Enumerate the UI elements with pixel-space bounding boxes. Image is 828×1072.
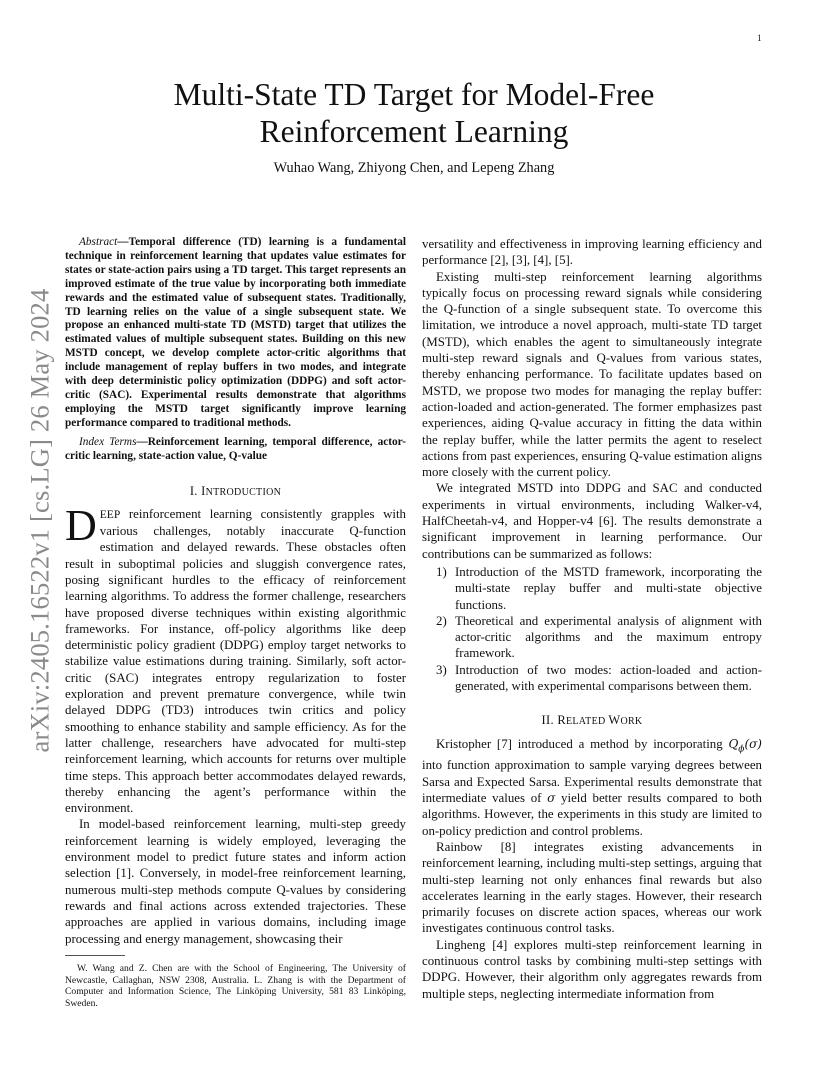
section-numeral: I.	[189, 483, 202, 498]
intro-paragraph-1	[65, 500, 406, 817]
footnote-rule	[65, 955, 125, 956]
math-subscript: ϕ	[738, 744, 745, 755]
section-numeral: II.	[541, 713, 558, 728]
related-text: yield better results compared to both algorithms. However, the experiments in this study are limited to on-policy prediction and control problems.	[422, 791, 763, 838]
related-paragraph-3: Lingheng [4] explores multi-step reinforcement learning in continuous control tasks by combining multi-step settings with DDPG. However, their algorithm only aggregates rewards from multiple steps, neglecting intermediate information from	[422, 937, 762, 1001]
list-item-number: 1)	[436, 564, 447, 579]
section-first-letter: W	[608, 713, 621, 728]
list-item-number: 3)	[436, 662, 447, 677]
index-terms-text: —Reinforcement learning, temporal difference, actor-critic learning, state-action value, Q-value	[65, 435, 406, 462]
author-affiliation-footnote: W. Wang and Z. Chen are with the School of Engineering, The University of Newcastle, Callaghan, NSW 2308, Australia. L. Zhang is with the Department of Computer and Information Science, The Linköping University, 581 83 Linköping, Sweden.	[65, 963, 406, 1010]
title-line-1: Multi-State TD Target for Model-Free	[173, 77, 655, 112]
section-heading-introduction	[65, 483, 406, 501]
section-small-caps: NTRODUCTION	[205, 486, 282, 498]
section-small-caps: ELATED	[565, 716, 609, 728]
index-terms	[65, 436, 406, 464]
math-symbol: σ	[547, 791, 556, 806]
abstract-label: Abstract	[79, 236, 118, 248]
list-item-text: Theoretical and experimental analysis of alignment with actor-critic algorithms and the maximum entropy framework.	[455, 613, 762, 661]
list-item-text: Introduction of two modes: action-loaded and action-generated, with experimental comparisons between them.	[455, 662, 762, 694]
drop-cap-continuation: EEP	[99, 508, 121, 521]
abstract	[65, 236, 406, 431]
section-small-caps: ORK	[620, 716, 643, 728]
intro-paragraph-1-text: reinforcement learning consistently grapples with various challenges, notably inaccurate Q-function estimation and delayed rewards. These obstacles often result in suboptimal policies and sluggish convergence rates, posing significant hurdles to the efficacy of reinforcement learning algorithms. To address the former challenge, researchers have proposed diverse techniques within existing algorithmic frameworks. For instance, off-policy algorithms like deep deterministic policy gradient (DDPG) employ target networks to stabilize value estimations during training. Similarly, soft actor-critic (SAC) integrates entropy regularization to foster exploration and prevent premature convergence, while twin delayed DDPG (TD3) introduces twin critics and policy smoothing to enhance stability and sample efficiency. As for the latter challenge, researchers have advocated for multi-step reinforcement learning, which accounts for returns over multiple time steps. This approach better accommodates delayed rewards, thereby enhancing the agent’s performance within the environment.	[65, 506, 406, 816]
left-column	[65, 236, 406, 947]
related-text: Kristopher [7] introduced a method by incorporating	[436, 736, 729, 751]
section-heading-related-work	[422, 712, 762, 730]
list-item-number: 2)	[436, 613, 447, 628]
list-item-text: Introduction of the MSTD framework, incorporating the multi-state replay buffer and multi-state objective functions.	[455, 564, 762, 612]
arxiv-identifier-text: arXiv:2405.16522v1 [cs.LG] 26 May 2024	[24, 288, 55, 752]
index-terms-label: Index Terms	[79, 435, 137, 448]
drop-cap: D	[65, 500, 97, 550]
math-symbol: (σ)	[744, 736, 762, 751]
related-paragraph-1	[422, 736, 762, 839]
list-item	[422, 613, 762, 662]
related-paragraph-2: Rainbow [8] integrates existing advancements in reinforcement learning, including multi-step settings, arguing that multi-step learning not only enhances final rewards but also accelerates learning in the early stages. However, their research primarily focuses on discrete action spaces, whereas our work investigates continuous control tasks.	[422, 839, 762, 936]
math-symbol: Q	[728, 736, 739, 751]
page-number: 1	[757, 33, 762, 43]
section-first-letter: I	[201, 483, 206, 498]
intro-paragraph-2: In model-based reinforcement learning, multi-step greedy reinforcement learning is widely employed, leveraging the environment model to predict future states and inform action selection [1]. Conversely, in model-free reinforcement learning, numerous multi-step methods compute Q-values by considering rewards and final actions across extended trajectories. These approaches are applied in various domains, including image processing and energy management, showcasing their	[65, 817, 406, 946]
list-item	[422, 564, 762, 613]
title-line-2: Reinforcement Learning	[259, 114, 569, 149]
right-column	[422, 236, 762, 1002]
intro-paragraph-4: We integrated MSTD into DDPG and SAC and conducted experiments in virtual environments, including Walker-v4, HalfCheetah-v4, and Hopper-v4 [6]. The results demonstrate a significant improvement in learning performance. Our contributions can be summarized as follows:	[422, 481, 762, 561]
abstract-text: —Temporal difference (TD) learning is a fundamental technique in reinforcement learning that updates value estimates for states or state-action pairs using a TD target. This target represents an improved estimate of the true value by incorporating both immediate rewards and the estimated value of subsequent states. Traditionally, TD learning relies on the value of a single subsequent state. We propose an enhanced multi-state TD (MSTD) target that utilizes the estimated values of multiple subsequent states. Building on this new MSTD concept, we develop complete actor-critic algorithms that include management of replay buffers in two modes, and integrate with deep deterministic policy optimization (DDPG) and soft actor-critic (SAC). Experimental results demonstrate that algorithms employing the MSTD target significantly improve learning performance compared to traditional methods.	[65, 236, 406, 429]
paper-title	[100, 76, 728, 150]
intro-paragraph-2-continued: versatility and effectiveness in improving learning efficiency and performance [2], [3], [4], [5].	[422, 237, 762, 268]
related-text: into function approximation to sample varying degrees between Sarsa and Expected Sarsa. Experimental results demonstrate that intermediate values of	[422, 758, 762, 806]
contributions-list	[422, 564, 762, 694]
section-first-letter: R	[557, 713, 566, 728]
intro-paragraph-3: Existing multi-step reinforcement learning algorithms typically focus on processing reward signals while considering the Q-function of a single subsequent state. To overcome this limitation, we introduce a novel approach, multi-state TD target (MSTD), which enables the agent to simultaneously integrate multi-step reward signals and Q-values from various states, thereby enhancing performance. To facilitate updates based on MSTD, we propose two modes for managing the replay buffer: action-loaded and action-generated. The former emphasizes past experiences, aiding Q-value accuracy in fitting the data within the replay buffer, while the latter permits the agent to reselect actions from past experiences, ensuring Q-value estimation aligns more closely with the current policy.	[422, 269, 762, 480]
author-list: Wuhao Wang, Zhiyong Chen, and Lepeng Zhang	[273, 160, 555, 176]
arxiv-identifier-stamp	[20, 280, 60, 760]
list-item	[422, 662, 762, 695]
